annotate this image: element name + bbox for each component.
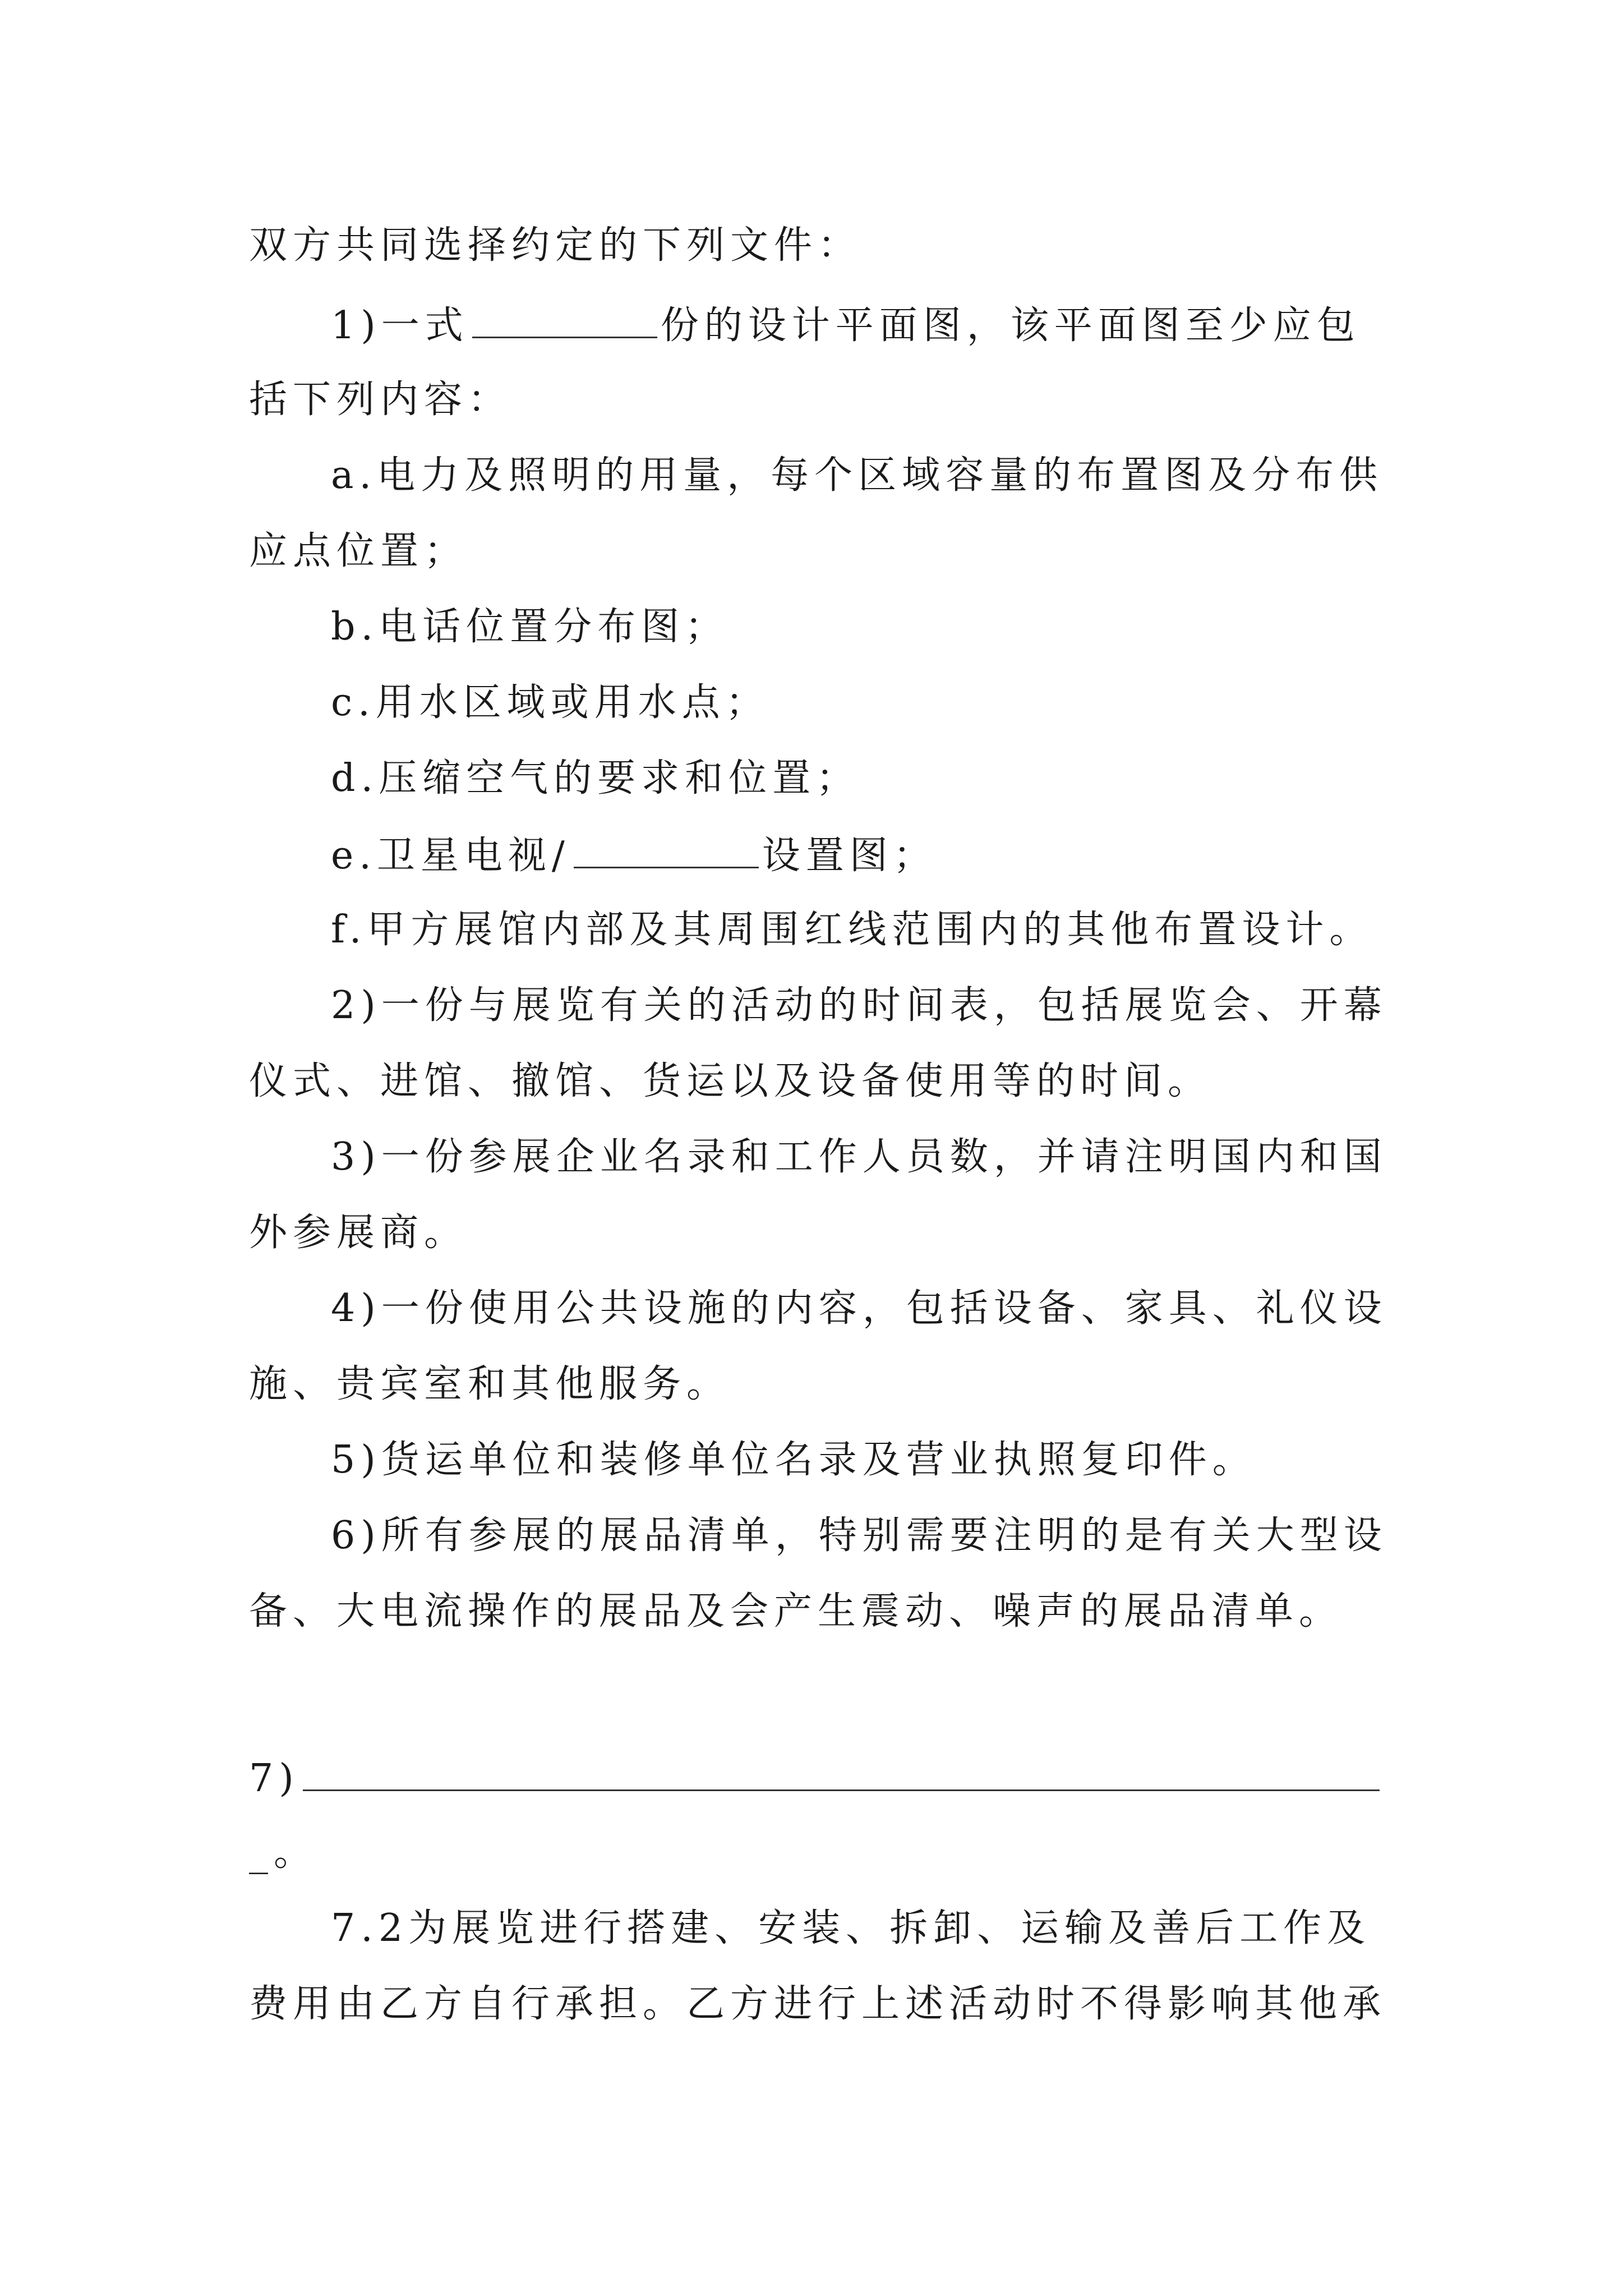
text-line: c.用水区域或用水点； (331, 680, 769, 725)
text-line (331, 297, 1361, 351)
text-line: 3)一份参展企业名录和工作人员数，并请注明国内和国 (331, 1135, 1387, 1179)
text-line: 4)一份使用公共设施的内容，包括设备、家具、礼仪设 (331, 1286, 1387, 1331)
text-line: 备、大电流操作的展品及会产生震动、噪声的展品清单。 (249, 1589, 1343, 1634)
fill-in-blank (574, 827, 759, 868)
text-line: 双方共同选择约定的下列文件： (249, 223, 862, 268)
text-line: f.甲方展馆内部及其周围红线范围内的其他布置设计。 (331, 908, 1373, 952)
text-line: 应点位置； (249, 529, 468, 573)
text-segment: 1)一式 (331, 303, 469, 348)
text-line: a.电力及照明的用量，每个区域容量的布置图及分布供 (331, 453, 1384, 498)
text-line: 7.2为展览进行搭建、安装、拆卸、运输及善后工作及 (331, 1906, 1371, 1950)
fill-in-blank (472, 297, 657, 338)
text-line: 仪式、进馆、撤馆、货运以及设备使用等的时间。 (249, 1059, 1212, 1103)
text-segment: 设置图； (762, 834, 937, 878)
text-segment: 7) (249, 1756, 299, 1801)
text-line: 5)货运单位和装修单位名录及营业执照复印件。 (331, 1438, 1256, 1482)
text-segment: 份的设计平面图，该平面图至少应包 (660, 303, 1361, 348)
text-line (331, 827, 937, 881)
text-line: 施、贵宾室和其他服务。 (249, 1362, 731, 1406)
text-line: 括下列内容： (249, 378, 512, 422)
text-line: 外参展商。 (249, 1211, 468, 1255)
text-line: d.压缩空气的要求和位置； (331, 756, 860, 800)
text-line (249, 1750, 1383, 1804)
text-line: 费用由乙方自行承担。乙方进行上述活动时不得影响其他承 (249, 1982, 1387, 2026)
text-segment: e.卫星电视/ (331, 834, 570, 878)
text-line: 2)一份与展览有关的活动的时间表，包括展览会、开幕 (331, 983, 1387, 1028)
text-line: 6)所有参展的展品清单，特别需要注明的是有关大型设 (331, 1513, 1387, 1558)
fill-in-blank (303, 1750, 1380, 1791)
text-line: _。 (249, 1830, 318, 1875)
text-line: b.电话位置分布图； (331, 605, 729, 649)
